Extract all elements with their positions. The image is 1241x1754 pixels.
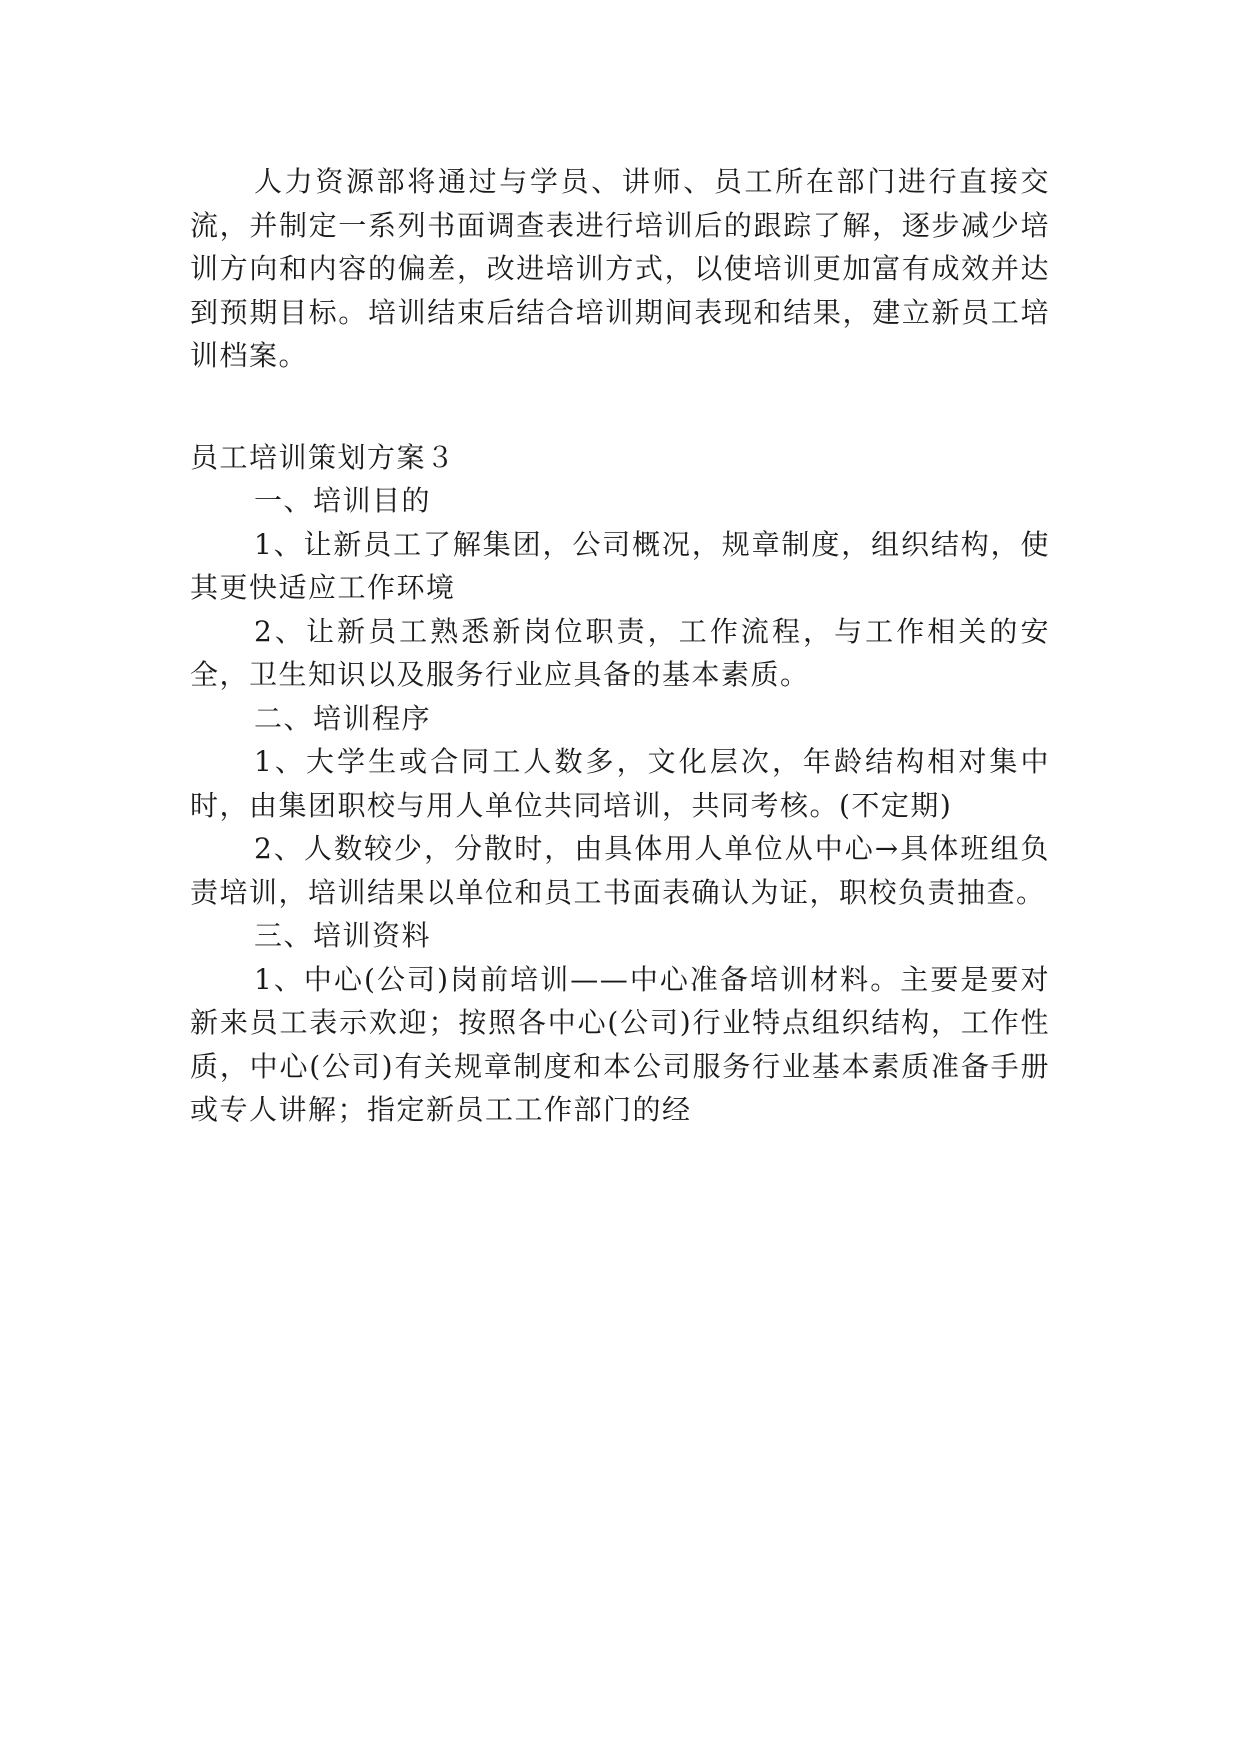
intro-paragraph: 人力资源部将通过与学员、讲师、员工所在部门进行直接交流，并制定一系列书面调查表进行培训后的跟踪了解，逐步减少培训方向和内容的偏差，改进培训方式，以使培训更加富有成效并达到预期目标。培训结束后结合培训期间表现和结果，建立新员工培训档案。 [190, 165, 1050, 372]
paragraph-objective-heading: 一、培训目的 [254, 484, 432, 517]
paragraph-objective-2: 2、让新员工熟悉新岗位职责，工作流程，与工作相关的安全，卫生知识以及服务行业应具备的基本素质。 [190, 614, 1050, 691]
section-title: 员工培训策划方案３ [190, 440, 456, 474]
section-gap [190, 378, 1050, 436]
paragraph-materials-1: 1、中心(公司)岗前培训——中心准备培训材料。主要是要对新来员工表示欢迎；按照各中心(公司)行业特点组织结构，工作性质，中心(公司)有关规章制度和本公司服务行业基本素质准备手册或专人讲解；指定新员工工作部门的经 [190, 962, 1050, 1126]
paragraph-objective-1: 1、让新员工了解集团，公司概况，规章制度，组织结构，使其更快适应工作环境 [190, 527, 1050, 604]
paragraph-procedure-2: 2、人数较少，分散时，由具体用人单位从中心→具体班组负责培训，培训结果以单位和员工书面表确认为证，职校负责抽查。 [190, 832, 1050, 909]
paragraph-procedure-heading: 二、培训程序 [254, 701, 432, 735]
document-body [190, 160, 1050, 1132]
paragraph-materials-heading: 三、培训资料 [254, 919, 432, 952]
paragraph-procedure-1: 1、大学生或合同工人数多，文化层次，年龄结构相对集中时，由集团职校与用人单位共同培训，共同考核。(不定期) [190, 745, 1050, 822]
